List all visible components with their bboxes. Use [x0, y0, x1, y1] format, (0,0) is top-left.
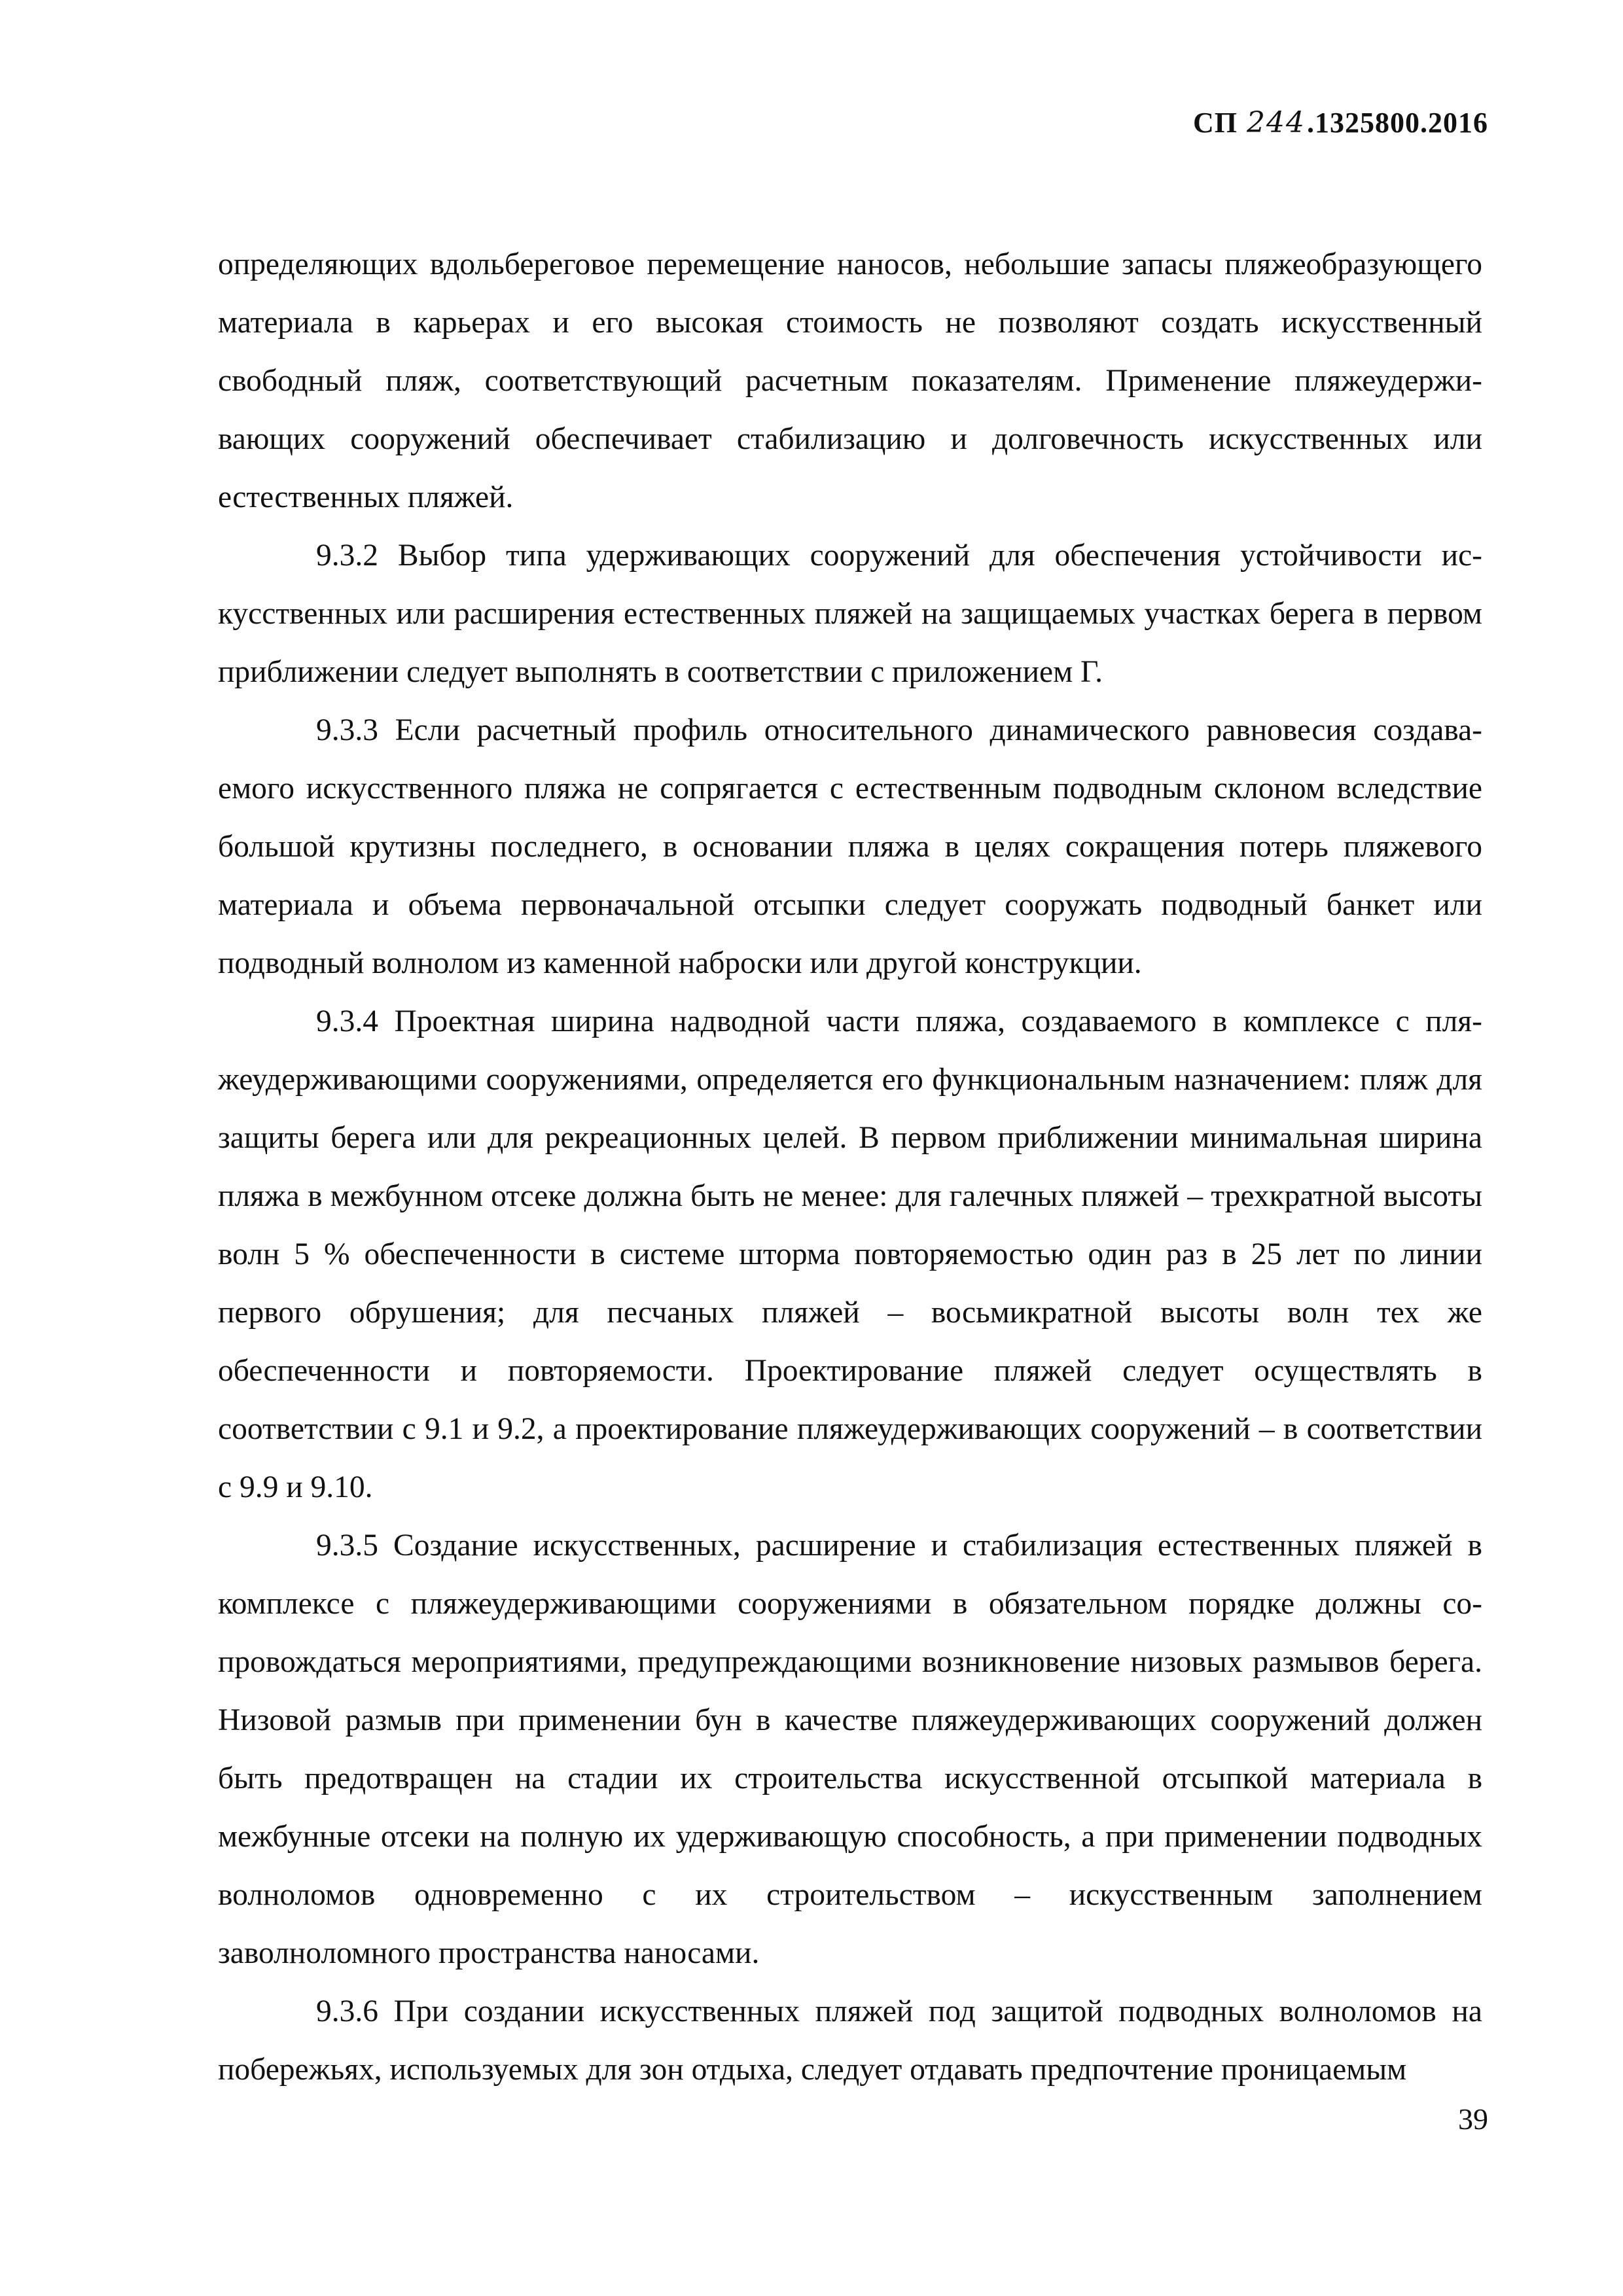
header-suffix: .1325800.2016 — [1307, 107, 1488, 139]
body-text — [218, 236, 1482, 2099]
paragraph-continuation: определяющих вдольбереговое перемещение наносов, небольшие запасы пляжеобразующего материала в карьерах и его высокая стоимость не позволяют создать искусственный свободный пляж, соответствующий расчетным показателям. Применение пляжеудерживающих сооружений обеспечивает стабилизацию и долговечность искусственных или естественных пляжей. — [218, 247, 1482, 514]
paragraph-9-3-6: 9.3.6 При создании искусственных пляжей под защитой подводных волноломов на побережьях, используемых для зон отдыха, следует отдавать предпочтение проницаемым — [218, 1994, 1482, 2087]
paragraph-9-3-4: 9.3.4 Проектная ширина надводной части пляжа, создаваемого в комплексе с пляжеудерживающими сооружениями, определяется его функциональным назначением: пляж для защиты берега или для рекреационных целей. В первом приближении минимальная ширина пляжа в межбунном отсеке должна быть не менее: для галечных пляжей – трехкратной высоты волн 5 % обеспеченности в системе шторма повторяемостью один раз в 25 лет по линии первого обрушения; для песчаных пляжей – восьмикратной высоты волн тех же обеспеченности и повторяемости. Проектирование пляжей следует осуществлять в соответствии с 9.1 и 9.2, а проектирование пляжеудерживающих сооружений – в соответствии с 9.9 и 9.10. — [218, 1004, 1482, 1504]
document-header — [1193, 106, 1488, 139]
paragraph-9-3-3: 9.3.3 Если расчетный профиль относительного динамического равновесия создаваемого искусственного пляжа не сопрягается с естественным подводным склоном вследствие большой крутизны последнего, в основании пляжа в целях сокращения потерь пляжевого материала и объема первоначальной отсыпки следует сооружать подводный банкет или подводный волнолом из каменной наброски или другой конструкции. — [218, 713, 1482, 980]
paragraph-9-3-5: 9.3.5 Создание искусственных, расширение и стабилизация естественных пляжей в комплексе с пляжеудерживающими сооружениями в обязательном порядке должны сопровождаться мероприятиями, предупреждающими возникновение низовых размывов берега. Низовой размыв при применении бун в качестве пляжеудерживающих сооружений должен быть предотвращен на стадии их строительства искусственной отсыпкой материала в межбунные отсеки на полную их удерживающую способность, а при применении подводных волноломов одновременно с их строительством – искусственным заполнением заволноломного пространства наносами. — [218, 1528, 1482, 1970]
header-handwritten-number: 244 — [1247, 106, 1306, 139]
page-number: 39 — [1458, 2102, 1488, 2136]
paragraph-9-3-2: 9.3.2 Выбор типа удерживающих сооружений для обеспечения устойчивости искусственных или расширения естественных пляжей на защищаемых участках берега в первом приближении следует выполнять в соответствии с приложением Г. — [218, 539, 1482, 689]
header-prefix: СП — [1193, 107, 1238, 139]
